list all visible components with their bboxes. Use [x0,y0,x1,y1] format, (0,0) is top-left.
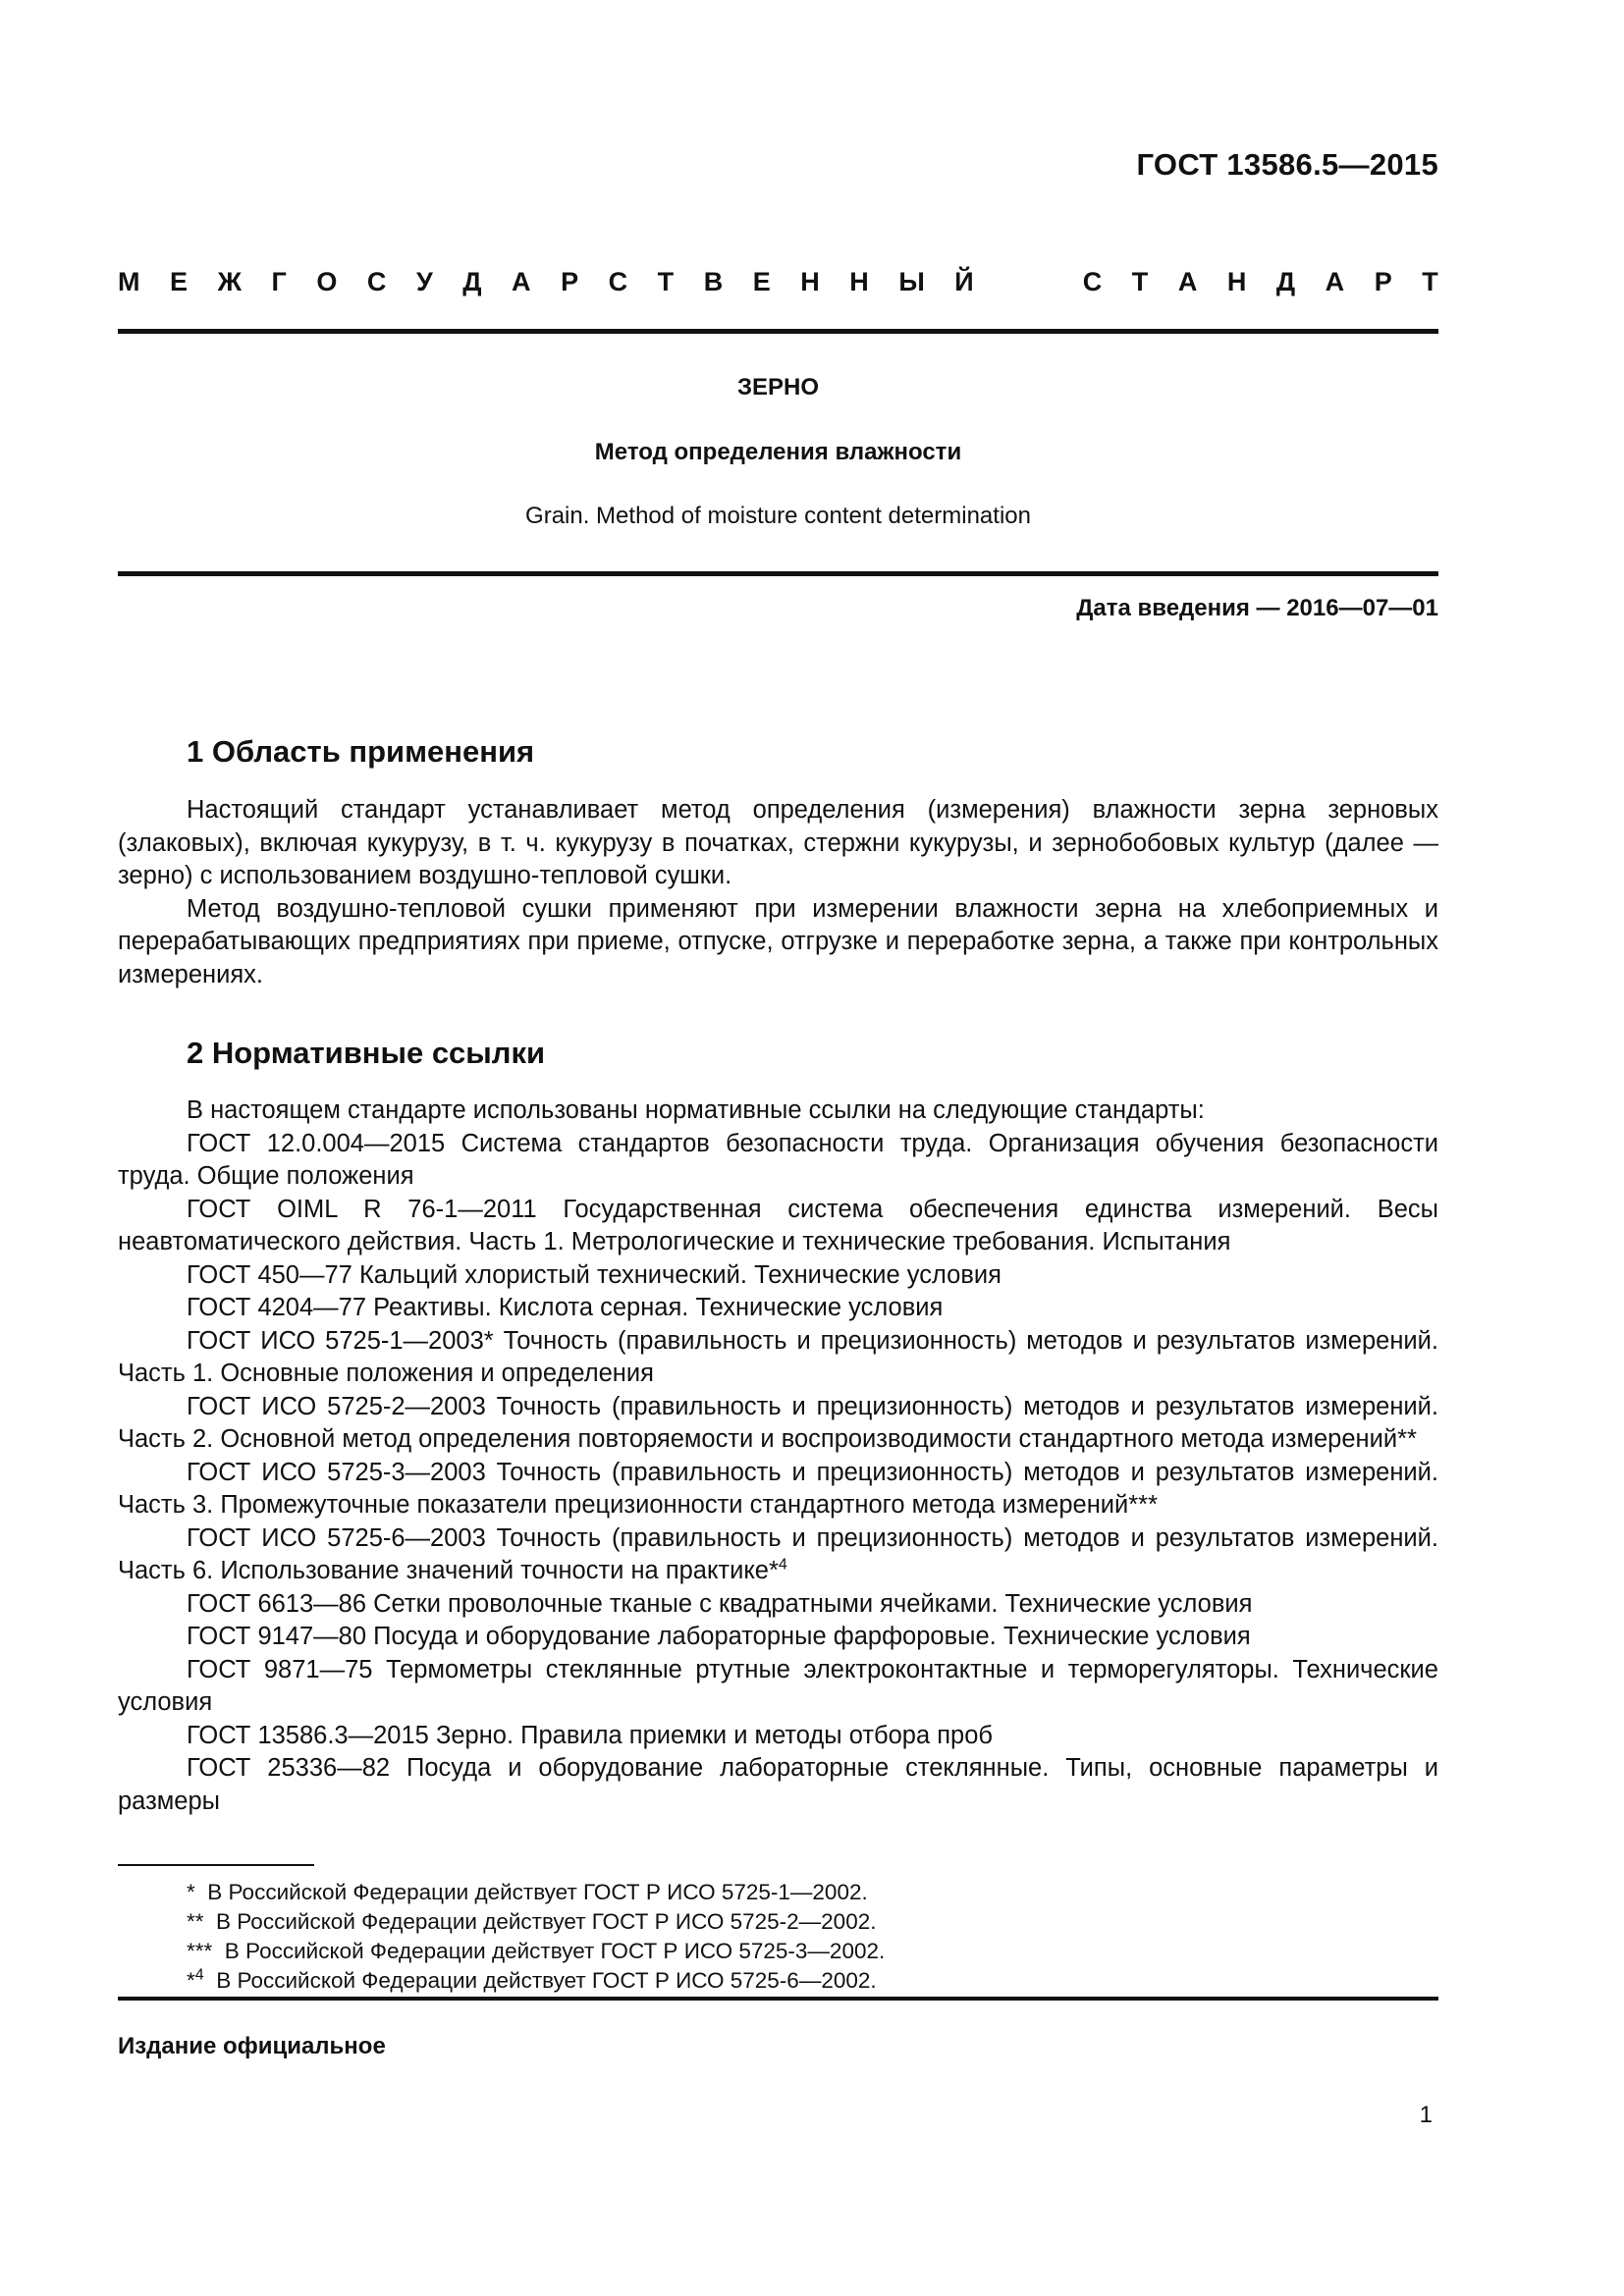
reference-title: Точность (правильность и прецизионность) методов и результатов измерений. Часть 2. Основной метод определения повторяемости и воспроизводимости стандартного метода измерений** [118,1392,1438,1453]
paragraph: Настоящий стандарт устанавливает метод определения (измерения) влажности зерна зерновых (злаковых), включая кукурузу, в т. ч. кукурузу в початках, стержни кукурузы, и зернобобовых культур (далее — зерно) с использованием воздушно-тепловой сушки. [118,796,1438,889]
footnote-text: В Российской Федерации действует ГОСТ Р ИСО 5725-3—2002. [224,1939,886,1963]
reference-title: Кальций хлористый технический. Технические условия [358,1260,1001,1289]
banner-letter: А [1177,267,1198,296]
footnote-marker-sup: 4 [194,1966,204,1984]
reference-item [118,1621,1438,1654]
banner-letter: В [703,267,724,296]
footnote-marker: ** [187,1909,204,1934]
footnote [187,1907,885,1937]
paragraph: Метод воздушно-тепловой сушки применяют при измерении влажности зерна на хлебоприемных и перерабатывающих предприятиях при приеме, отпуске, отгрузке и переработке зерна, а также при контрольных измерениях. [118,894,1438,988]
banner-letter: М [118,267,140,296]
reference-code: ГОСТ 25336—82 [187,1754,391,1782]
banner-letter: С [1082,267,1103,296]
reference-item [118,1292,1438,1325]
reference-code: ГОСТ 450—77 [187,1260,352,1289]
banner-letter: А [512,267,531,296]
footnote-text: В Российской Федерации действует ГОСТ Р ИСО 5725-2—2002. [216,1909,877,1934]
banner-letter: А [1325,267,1345,296]
reference-code: ГОСТ 13586.3—2015 [187,1721,429,1749]
reference-code: ГОСТ ИСО 5725-2—2003 [187,1392,486,1420]
reference-title: Точность (правильность и прецизионность) методов и результатов измерений. Часть 1. Основные положения и определения [118,1326,1438,1387]
reference-title: Сетки проволочные тканые с квадратными ячейками. Технические условия [373,1589,1253,1618]
banner-letter: Н [849,267,869,296]
banner-letter: Т [1131,267,1149,296]
reference-item [118,1391,1438,1457]
section-1-heading: 1 Область применения [187,734,535,769]
reference-title: Термометры стеклянные ртутные электроконтактные и терморегуляторы. Технические условия [118,1655,1438,1716]
footnote [187,1878,885,1907]
reference-code: ГОСТ 12.0.004—2015 [187,1129,446,1157]
banner-letter: Р [561,267,579,296]
reference-title: Система стандартов безопасности труда. Организация обучения безопасности труда. Общие положения [118,1129,1438,1190]
reference-title: Посуда и оборудование лабораторные стеклянные. Типы, основные параметры и размеры [118,1754,1438,1815]
banner-letter: Н [800,267,820,296]
document-number: ГОСТ 13586.5—2015 [1136,147,1438,182]
reference-code: ГОСТ 9147—80 [187,1623,367,1650]
banner-letter: Р [1374,267,1392,296]
reference-item [118,1752,1438,1818]
banner-letter: Д [462,267,482,296]
reference-item [118,1457,1438,1522]
reference-title: Точность (правильность и прецизионность) методов и результатов измерений. Часть 6. Использование значений точности на практике* [118,1523,1438,1584]
reference-title: Государственная система обеспечения единства измерений. Весы неавтоматического действия. Часть 1. Метрологические и технические требования. Испытания [118,1195,1438,1255]
banner-letter: У [415,267,433,296]
banner-letter: Ы [898,267,925,296]
footnote-separator [118,1864,314,1866]
footnote [187,1966,885,1996]
reference-title: Посуда и оборудование лабораторные фарфоровые. Технические условия [373,1623,1251,1650]
reference-title: Точность (правильность и прецизионность) методов и результатов измерений. Часть 3. Промежуточные показатели прецизионности стандартного метода измерений*** [118,1458,1438,1519]
introduction-date: Дата введения — 2016—07—01 [1076,595,1438,621]
reference-code: ГОСТ ИСО 5725-1—2003* [187,1326,494,1355]
reference-item [118,1259,1438,1293]
banner-letter: Т [1422,267,1438,296]
footnote-marker: * [187,1880,195,1904]
banner-letter: С [366,267,387,296]
header-divider [118,329,1438,334]
official-edition-label: Издание официальное [118,2033,386,2059]
section-1-body [118,794,1438,991]
reference-item [118,1522,1438,1588]
reference-item [118,1588,1438,1622]
banner-letter: Д [1275,267,1296,296]
reference-code: ГОСТ ИСО 5725-6—2003 [187,1523,486,1552]
document-page [118,0,1438,2296]
banner-letter: Е [170,267,189,296]
banner-letter: О [316,267,338,296]
banner-letter: Ж [217,267,242,296]
footnote-text: В Российской Федерации действует ГОСТ Р ИСО 5725-1—2002. [207,1880,868,1904]
footnote-mark: 4 [778,1556,787,1574]
reference-item [118,1128,1438,1194]
footnote-marker: * [187,1968,195,1993]
standard-subtitle: Метод определения влажности [594,439,962,465]
footnote [187,1937,885,1966]
reference-title: Реактивы. Кислота серная. Технические условия [373,1294,944,1321]
reference-item [118,1720,1438,1753]
reference-code: ГОСТ 9871—75 [187,1655,373,1683]
paragraph: В настоящем стандарте использованы нормативные ссылки на следующие стандарты: [187,1096,1205,1124]
reference-title: Зерно. Правила приемки и методы отбора проб [435,1721,994,1749]
section-2-heading: 2 Нормативные ссылки [187,1036,546,1070]
interstate-standard-banner [118,267,1438,297]
standard-title-english: Grain. Method of moisture content determination [525,503,1031,529]
page-number: 1 [1419,2102,1433,2128]
footer-divider [118,1997,1438,2001]
banner-letter: Н [1226,267,1247,296]
reference-item [118,1194,1438,1259]
footnote-marker: *** [187,1939,213,1963]
title-divider [118,571,1438,576]
reference-code: ГОСТ OIML R 76-1—2011 [187,1195,537,1223]
reference-item [118,1654,1438,1720]
reference-item [118,1325,1438,1391]
section-2-body [118,1095,1438,1818]
reference-code: ГОСТ 4204—77 [187,1294,367,1321]
banner-letter: Е [752,267,771,296]
footnotes [187,1878,885,1996]
banner-word-gap [1003,267,1053,297]
banner-letter: Г [271,267,287,296]
banner-letter: Т [657,267,675,296]
banner-letter: Й [954,267,974,296]
banner-letter: С [608,267,628,296]
standard-title: ЗЕРНО [736,374,820,400]
reference-code: ГОСТ 6613—86 [187,1589,367,1618]
reference-code: ГОСТ ИСО 5725-3—2003 [187,1458,486,1486]
footnote-text: В Российской Федерации действует ГОСТ Р ИСО 5725-6—2002. [216,1968,877,1993]
